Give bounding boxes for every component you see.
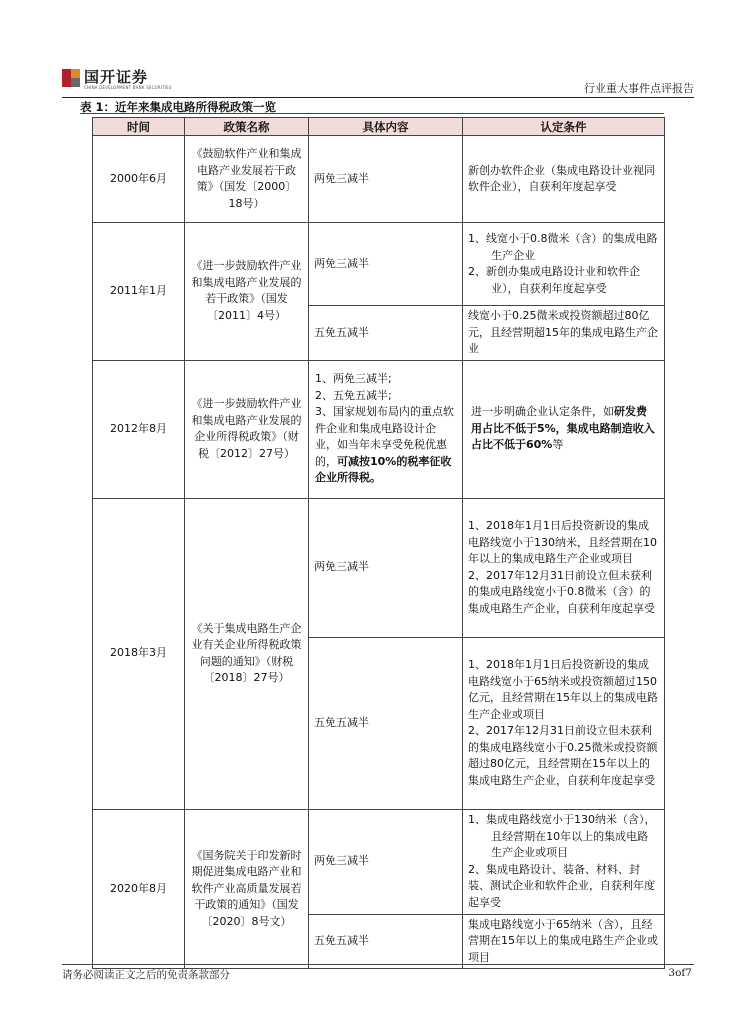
content-item: 1、两免三减半; <box>315 372 392 386</box>
policy-content: 五免五减半 <box>309 637 463 809</box>
title-divider <box>80 113 664 114</box>
content-item: 2、五免五减半; <box>315 388 392 402</box>
table-row <box>93 498 665 637</box>
policy-content: 两免三减半 <box>309 223 463 306</box>
logo-mark-icon <box>62 69 80 87</box>
page-header <box>62 66 694 96</box>
policy-condition: 新创办软件企业（集成电路设计业视同软件企业），自获利年度起享受 <box>463 136 665 223</box>
condition-text: 进一步明确企业认定条件，如 <box>471 405 614 419</box>
condition-item: 1、2018年1月1日后投资新设的集成电路线宽小于65纳米或投资额超过150亿元，且经营期在15年以上的集成电路生产企业或项目 <box>468 658 658 721</box>
policy-name: 《进一步鼓励软件产业和集成电路产业发展的企业所得税政策》（财税〔2012〕27号） <box>185 360 309 498</box>
condition-text: 等 <box>552 438 564 452</box>
table-row <box>93 136 665 223</box>
column-header: 认定条件 <box>463 118 665 136</box>
logo-name: 国开证券 <box>84 68 149 86</box>
policy-time: 2011年1月 <box>93 223 185 361</box>
policy-condition <box>463 360 665 498</box>
condition-item: 2、2017年12月31日前设立但未获利的集成电路线宽小于0.25微米或投资额超过80亿元，且经营期在15年以上的集成电路生产企业，自获利年度起享受 <box>468 724 658 787</box>
condition-item: 2、集成电路设计、装备、材料、封装、测试企业和软件企业，自获利年度起享受 <box>468 862 655 909</box>
content-item-bold: 可减按10%的税率征收企业所得税。 <box>315 454 452 485</box>
policy-time: 2012年8月 <box>93 360 185 498</box>
policy-condition: 线宽小于0.25微米或投资额超过80亿元，且经营期超15年的集成电路生产企业 <box>463 306 665 361</box>
policy-name: 《鼓励软件产业和集成电路产业发展若干政策》（国发〔2000〕18号） <box>185 136 309 223</box>
policy-time: 2018年3月 <box>93 498 185 809</box>
policy-name: 《国务院关于印发新时期促进集成电路产业和软件产业高质量发展若干政策的通知》（国发〔2020〕8号文） <box>185 809 309 969</box>
policy-condition <box>463 637 665 809</box>
table-row <box>93 809 665 914</box>
policy-content: 两免三减半 <box>309 498 463 637</box>
logo-subtitle: CHINA DEVELOPMENT BANK SECURITIES <box>84 85 172 90</box>
policy-content: 两免三减半 <box>309 809 463 914</box>
table-row <box>93 223 665 306</box>
policy-condition <box>463 809 665 914</box>
policy-table <box>92 117 665 969</box>
policy-condition <box>463 498 665 637</box>
column-header: 政策名称 <box>185 118 309 136</box>
policy-name: 《进一步鼓励软件产业和集成电路产业发展的若干政策》（国发〔2011〕4号） <box>185 223 309 361</box>
table-title: 表 1：近年来集成电路所得税政策一览 <box>80 100 277 114</box>
condition-item: 1、2018年1月1日后投资新设的集成电路线宽小于130纳米，且经营期在10年以上的集成电路生产企业或项目 <box>468 519 657 565</box>
policy-time: 2000年6月 <box>93 136 185 223</box>
column-header: 具体内容 <box>309 118 463 136</box>
condition-item: 2、2017年12月31日前设立但未获利的集成电路线宽小于0.8微米（含）的集成电路生产企业，自获利年度起享受 <box>468 568 655 615</box>
table-row <box>93 360 665 498</box>
policy-content: 两免三减半 <box>309 136 463 223</box>
footer-disclaimer: 请务必阅读正文之后的免责条款部分 <box>62 969 230 981</box>
header-divider <box>62 97 694 98</box>
policy-name: 《关于集成电路生产企业有关企业所得税政策问题的通知》（财税〔2018〕27号） <box>185 498 309 809</box>
column-header: 时间 <box>93 118 185 136</box>
content-item: 3、国家规划布局内的重点软件企业和集成电路设计企业，如当年未享受免税优惠的， <box>315 405 454 468</box>
condition-item: 1、线宽小于0.8微米（含）的集成电路生产企业 <box>468 232 658 262</box>
condition-text-bold: 研发费用占比不低于5%，集成电路制造收入占比不低于60% <box>471 405 655 452</box>
policy-condition <box>463 223 665 306</box>
company-logo <box>62 66 172 94</box>
footer-divider <box>62 964 694 965</box>
policy-condition: 集成电路线宽小于65纳米（含），且经营期在15年以上的集成电路生产企业或项目 <box>463 914 665 969</box>
policy-content <box>309 360 463 498</box>
policy-content: 五免五减半 <box>309 914 463 969</box>
policy-time: 2020年8月 <box>93 809 185 969</box>
condition-item: 1、集成电路线宽小于130纳米（含），且经营期在10年以上的集成电路生产企业或项目 <box>468 813 656 859</box>
table-header-row <box>93 118 665 136</box>
policy-content: 五免五减半 <box>309 306 463 361</box>
page-number: 3of7 <box>668 967 692 979</box>
report-type: 行业重大事件点评报告 <box>584 82 694 95</box>
condition-item: 2、新创办集成电路设计业和软件企业），自获利年度起享受 <box>468 265 640 295</box>
